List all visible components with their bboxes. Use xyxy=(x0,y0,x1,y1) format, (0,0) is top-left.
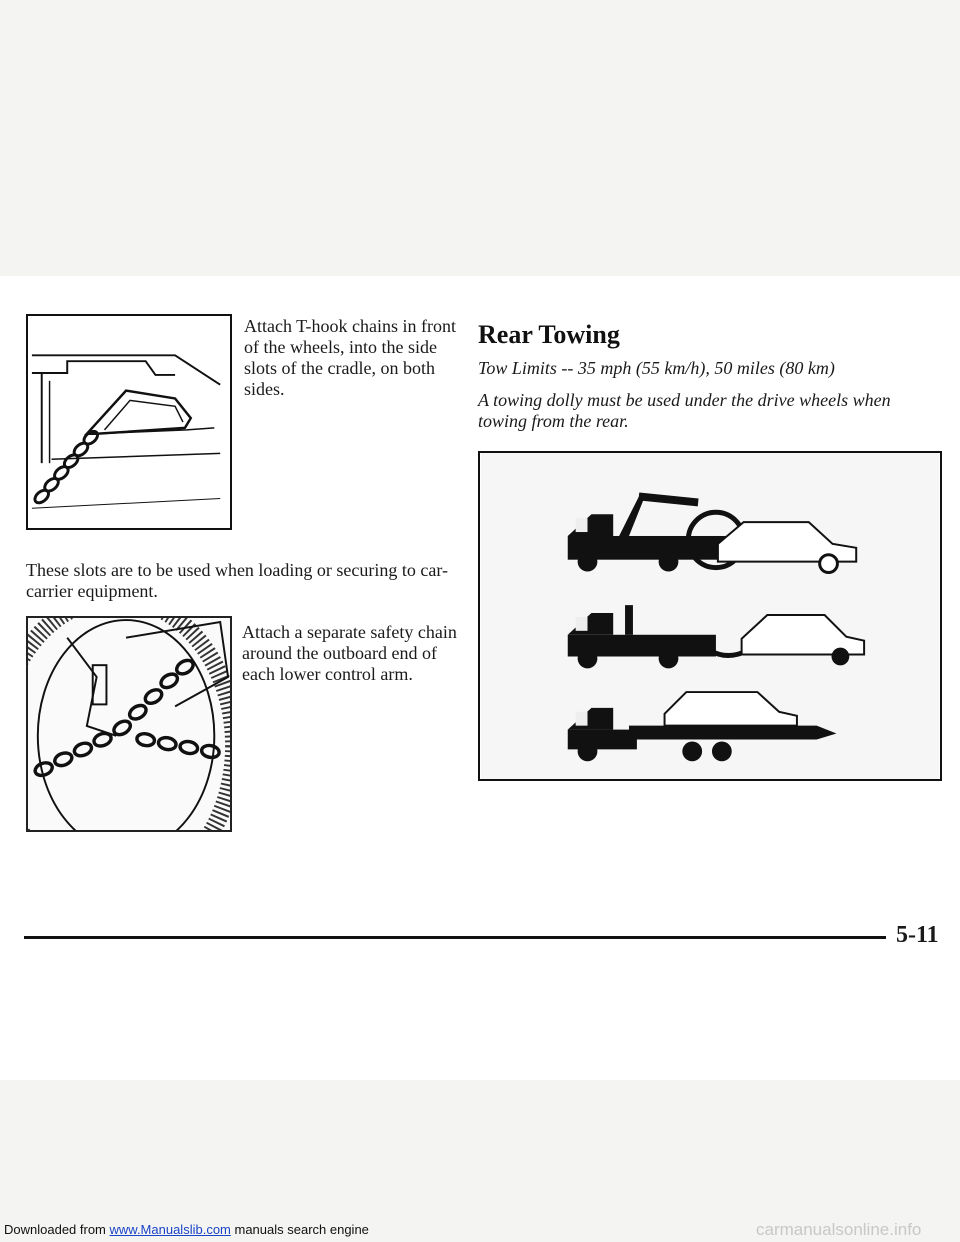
page-number: 5-11 xyxy=(896,922,939,948)
rear-towing-methods-illustration xyxy=(478,451,942,781)
rear-towing-heading: Rear Towing xyxy=(478,320,620,349)
manualslib-link[interactable]: www.Manualslib.com xyxy=(109,1222,231,1237)
page-footer-rule xyxy=(24,936,886,939)
footer-prefix: Downloaded from xyxy=(4,1222,110,1237)
footer-suffix: manuals search engine xyxy=(230,1222,369,1237)
t-hook-instruction: Attach T-hook chains in front of the wheels, into the side slots of the cradle, on both sides. xyxy=(244,316,456,399)
towing-dolly-note: A towing dolly must be used under the drive wheels when towing from the rear. xyxy=(478,390,891,431)
safety-chain-instruction: Attach a separate safety chain around the outboard end of each lower control arm. xyxy=(242,622,457,684)
t-hook-chain-illustration xyxy=(26,314,232,530)
slots-usage-note: These slots are to be used when loading or securing to car-carrier equipment. xyxy=(26,560,449,601)
download-footer xyxy=(4,1222,369,1238)
site-watermark: carmanualsonline.info xyxy=(756,1220,922,1239)
tow-trucks-drawing xyxy=(480,453,940,779)
tow-limits-text: Tow Limits -- 35 mph (55 km/h), 50 miles (80 km) xyxy=(478,358,835,378)
t-hook-chain-drawing xyxy=(28,316,230,528)
safety-chain-drawing xyxy=(28,618,230,830)
safety-chain-illustration xyxy=(26,616,232,832)
